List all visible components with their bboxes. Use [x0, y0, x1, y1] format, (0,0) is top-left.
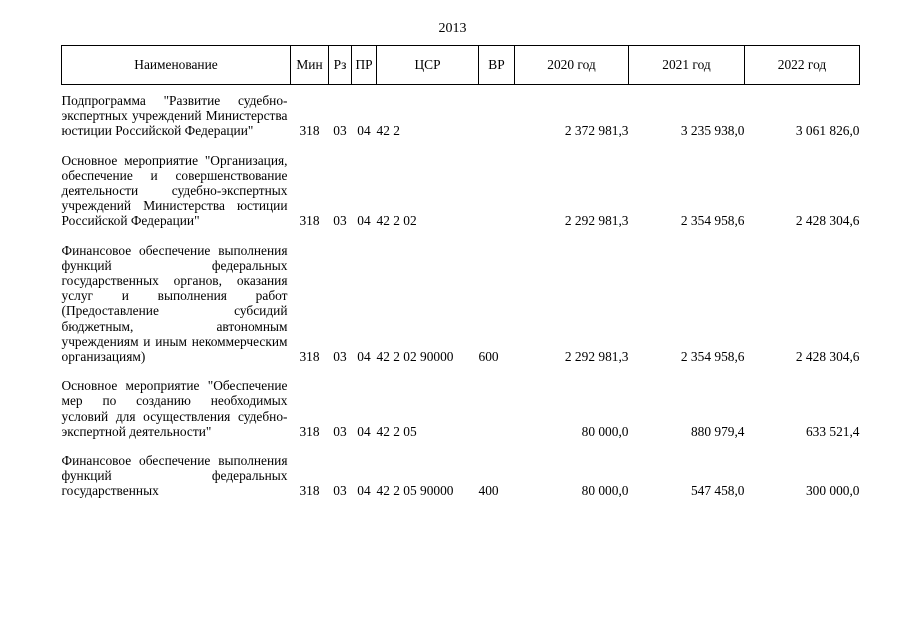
- row-rz: 03: [333, 423, 347, 439]
- page-number: 2013: [438, 21, 467, 36]
- row-rz: 03: [333, 483, 347, 499]
- table-row: [62, 365, 860, 440]
- row-vr: 600: [478, 349, 499, 365]
- row-2020: 80 000,0: [581, 483, 629, 499]
- row-vr: [479, 140, 515, 230]
- row-csr: 42 2 05: [376, 423, 417, 439]
- header-2022: 2022 год: [745, 46, 860, 85]
- row-csr: 42 2 02 90000: [376, 349, 454, 365]
- row-2020: 80 000,0: [581, 423, 629, 439]
- header-csr: ЦСР: [377, 46, 479, 85]
- header-2021: 2021 год: [629, 46, 745, 85]
- table-header: [62, 46, 860, 85]
- row-pr: 04: [357, 349, 371, 365]
- row-name: Финансовое обеспечение выполнения функций федеральных государственных органов, оказания услуг и выполнения работ (Предоставление субсидий бюджетным, автономным учреждениям и иным некоммерческим организациям): [61, 242, 288, 365]
- row-2021: 2 354 958,6: [680, 213, 745, 229]
- row-2021: 3 235 938,0: [680, 123, 745, 139]
- row-rz: 03: [333, 213, 347, 229]
- row-2021: 547 458,0: [690, 483, 745, 499]
- row-2022: 3 061 826,0: [795, 123, 860, 139]
- row-rz: 03: [333, 349, 347, 365]
- row-min: 318: [299, 483, 320, 499]
- row-2020: 2 292 981,3: [564, 349, 629, 365]
- row-2020: 2 292 981,3: [564, 213, 629, 229]
- row-pr: 04: [357, 423, 371, 439]
- table-row: [62, 140, 860, 230]
- row-name: Основное мероприятие "Обеспечение мер по созданию необходимых условий для осуществления судебно-экспертной деятельности": [61, 378, 288, 439]
- row-vr: [479, 85, 515, 140]
- row-name: Финансовое обеспечение выполнения функций федеральных государственных: [61, 453, 288, 499]
- row-csr: 42 2 05 90000: [376, 483, 454, 499]
- header-row: [62, 46, 860, 85]
- table-row: [62, 85, 860, 140]
- row-csr: 42 2 02: [376, 213, 417, 229]
- row-2022: 2 428 304,6: [795, 213, 860, 229]
- header-min: Мин: [291, 46, 329, 85]
- row-vr: 400: [478, 483, 499, 499]
- row-name: Основное мероприятие "Организация, обеспечение и совершенствование деятельности судебно-экспертных учреждений Министерства юстиции Российской Федерации": [61, 152, 288, 229]
- row-min: 318: [299, 423, 320, 439]
- row-2021: 880 979,4: [690, 423, 745, 439]
- row-min: 318: [299, 213, 320, 229]
- table-row: [62, 230, 860, 366]
- table-row: [62, 440, 860, 500]
- row-2020: 2 372 981,3: [564, 123, 629, 139]
- row-pr: 04: [357, 213, 371, 229]
- row-2022: 300 000,0: [805, 483, 860, 499]
- header-2020: 2020 год: [515, 46, 629, 85]
- row-2021: 2 354 958,6: [680, 349, 745, 365]
- row-vr: [479, 365, 515, 440]
- row-min: 318: [299, 123, 320, 139]
- row-2022: 2 428 304,6: [795, 349, 860, 365]
- header-name: Наименование: [62, 46, 291, 85]
- header-pr: ПР: [352, 46, 377, 85]
- row-min: 318: [299, 349, 320, 365]
- row-name: Подпрограмма "Развитие судебно-экспертных учреждений Министерства юстиции Российской Федерации": [61, 93, 288, 139]
- header-rz: Рз: [329, 46, 352, 85]
- row-rz: 03: [333, 123, 347, 139]
- budget-table: [61, 45, 860, 500]
- row-pr: 04: [357, 123, 371, 139]
- row-pr: 04: [357, 483, 371, 499]
- row-csr: 42 2: [376, 123, 400, 139]
- header-vr: ВР: [479, 46, 515, 85]
- table-body: [62, 85, 860, 500]
- row-2022: 633 521,4: [805, 423, 860, 439]
